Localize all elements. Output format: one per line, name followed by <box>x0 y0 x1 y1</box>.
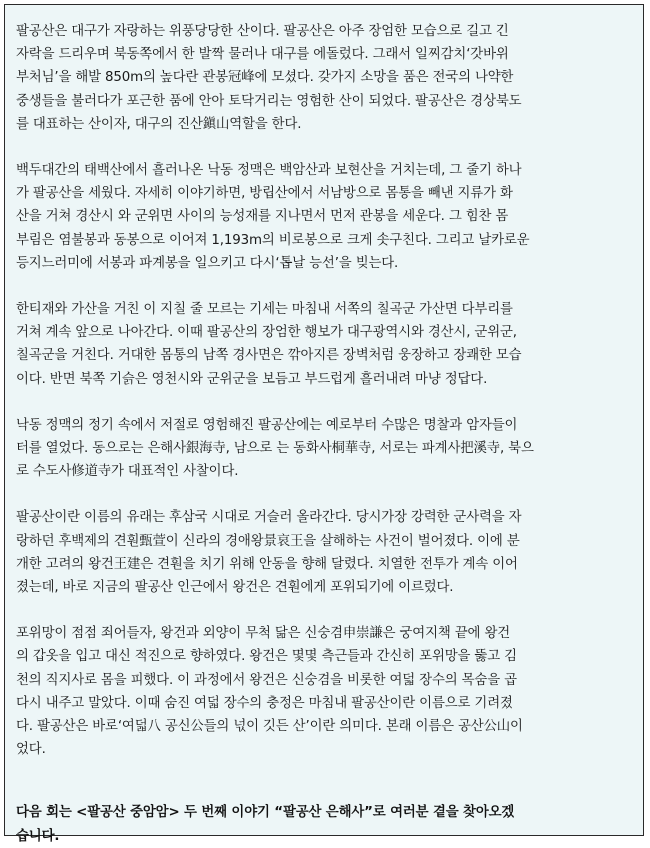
paragraph-gap <box>16 761 632 801</box>
paragraph-gap <box>16 136 632 159</box>
paragraph-gap <box>16 483 632 506</box>
paragraph-gap <box>16 599 632 622</box>
paragraph-temples: 낙동 정맥의 정기 속에서 저절로 영험해진 팔공산에는 예로부터 수많은 명찰과 암자들이 터를 열었다. 동으로는 은해사銀海寺, 남으로 는 동화사桐華寺, 서로는 파계사把溪寺, 북으 로 수도사修道寺가 대표적인 사찰이다. <box>16 417 534 480</box>
closing-notice: 다음 회는 <팔공산 중암암> 두 번째 이야기 “팔공산 은해사”로 여러분 곁을 찾아오겠 습니다. <box>16 805 515 844</box>
paragraph-intro: 팔공산은 대구가 자랑하는 위풍당당한 산이다. 팔공산은 아주 장엄한 모습으로 길고 긴 자락을 드리우며 북동쪽에서 한 발짝 물러나 대구를 에돌렀다. 그래서 일찌감치‘갓바위 부처님’을 해발 850m의 높다란 관봉冠峰에 모셨다. 갖가지 소망을 품은 전국의 나약한 중생들을 불러다가 포근한 품에 안아 토닥거리는 영험한 산이 되었다. 팔공산은 경상북도 를 대표하는 산이자, 대구의 진산鎭山역할을 한다. <box>16 24 522 132</box>
paragraph-gap <box>16 391 632 414</box>
document-panel <box>4 4 644 844</box>
paragraph-hantijae: 한티재와 가산을 거친 이 지칠 줄 모르는 기세는 마침내 서쪽의 칠곡군 가산면 다부리를 거쳐 계속 앞으로 나아간다. 이때 팔공산의 장엄한 행보가 대구광역시와 경산시, 군위군, 칠곡군을 거친다. 거대한 몸통의 남쪽 경사면은 깎아지른 장벽처럼 웅장하고 장쾌한 모습 이다. 반면 북쪽 기슭은 영천시와 군위군을 보듬고 부드럽게 흘러내려 마냥 정답다. <box>16 302 522 387</box>
paragraph-siege: 포위망이 점점 죄어들자, 왕건과 외양이 무척 닮은 신숭겸申崇謙은 궁여지책 끝에 왕건 의 갑옷을 입고 대신 적진으로 향하였다. 왕건은 몇몇 측근들과 간신히 포위망을 뚫고 김 천의 직지사로 몸을 피했다. 이 과정에서 왕건은 신숭겸을 비롯한 여덟 장수의 목숨을 곱 다시 내주고 말았다. 이때 숨진 여덟 장수의 충정은 마침내 팔공산이란 이름으로 기려졌 다. 팔공산은 바로‘여덟八 공신公들의 넋이 깃든 산’이란 의미다. 본래 이름은 공산公山이 었다. <box>16 626 523 758</box>
paragraph-baekdu: 백두대간의 태백산에서 흘러나온 낙동 정맥은 백암산과 보현산을 거치는데, 그 줄기 하나 가 팔공산을 세웠다. 자세히 이야기하면, 방립산에서 서남방으로 몸통을 빼낸 지류가 화 산을 거쳐 경산시 와 군위면 사이의 능성재를 지나면서 먼저 관봉을 세운다. 그 힘찬 몸 부림은 염불봉과 동봉으로 이어져 1,193m의 비로봉으로 크게 솟구친다. 그리고 날카로운 등지느러미에 서봉과 파계봉을 일으키고 다시‘톱날 능선’을 빚는다. <box>16 163 530 271</box>
paragraph-name-origin: 팔공산이란 이름의 유래는 후삼국 시대로 거슬러 올라간다. 당시가장 강력한 군사력을 자 랑하던 후백제의 견훤甄萱이 신라의 경애왕景哀王을 살해하는 사건이 벌어졌다. 이에 분 개한 고려의 왕건王建은 견훤을 치기 위해 안동을 향해 달렸다. 치열한 전투가 계속 이어 졌는데, 바로 지금의 팔공산 인근에서 왕건은 견훤에게 포위되기에 이르렀다. <box>16 510 522 596</box>
paragraph-gap <box>16 275 632 298</box>
